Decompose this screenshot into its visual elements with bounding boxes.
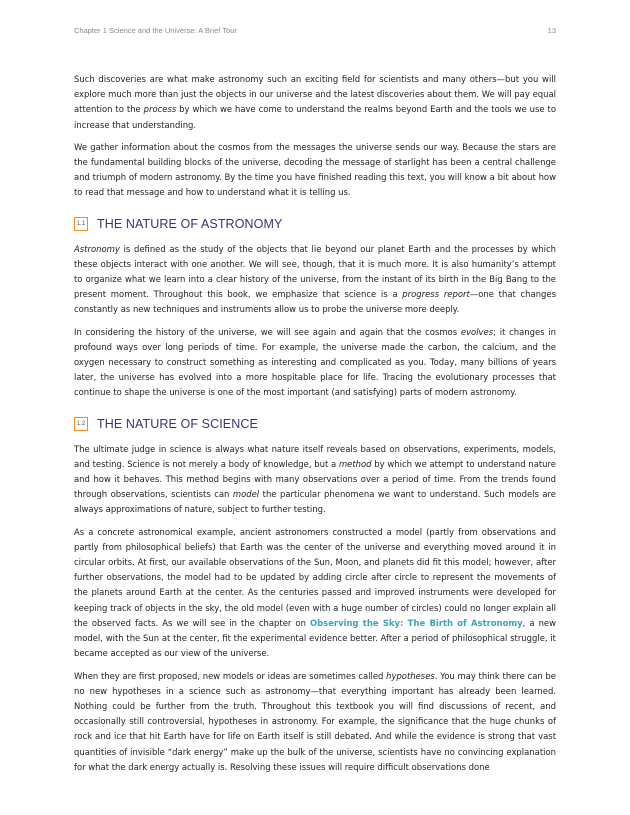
section-title: THE NATURE OF SCIENCE — [97, 416, 258, 431]
emphasis-evolves: evolves — [460, 326, 494, 337]
text-run: by which we have come to understand the realms beyond Earth and the tools we use to increase that understanding. — [74, 104, 556, 130]
chapter-title: Chapter 1 Science and the Universe: A Brief Tour — [74, 26, 237, 35]
section-number-badge: 1.2 — [74, 417, 88, 431]
astronomy-paragraph-1 — [74, 242, 556, 318]
science-paragraph-3 — [74, 669, 556, 775]
text-run: When they are first proposed, new models or ideas are sometimes called — [74, 670, 387, 681]
section-title: THE NATURE OF ASTRONOMY — [97, 216, 283, 231]
emphasis-hypotheses: hypotheses — [386, 670, 435, 681]
text-run: In considering the history of the universe, we will see again and again that the cosmos — [74, 326, 461, 337]
emphasis-method: method — [338, 458, 372, 469]
text-run: , a new model, with the Sun at the center, fit the experimental evidence better. After a period of philosophical struggle, it became accepted as our view of the universe. — [74, 617, 557, 659]
emphasis-progress-report: progress report — [402, 289, 470, 300]
emphasis-process: process — [143, 104, 177, 115]
section-heading-1-2 — [74, 415, 556, 433]
section-number-badge: 1.1 — [74, 217, 88, 231]
text-run: is defined as the study of the objects that lie beyond our planet Earth and the processes by which these objects interact with one another. We will see, though, that it is much more. It is also humanity’s attempt to organize what we learn into a clear history of the universe, from the instant of its birth in the Big Bang to the present moment. Throughout this book, we emphasize that science is a — [74, 243, 556, 300]
emphasis-astronomy: Astronomy — [74, 243, 120, 254]
chapter-link-observing-the-sky[interactable]: Observing the Sky: The Birth of Astronomy — [309, 617, 523, 628]
running-header — [74, 26, 556, 35]
text-run: ; it changes in profound ways over long periods of time. For example, the universe made the carbon, the calcium, and the oxygen necessary to construct something as interesting and complicated as you. Today, many billions of years later, the universe has evolved into a more hospitable place for life. Tracing the evolutionary processes that continue to shape the universe is one of the most important (and satisfying) parts of modern astronomy. — [74, 326, 556, 398]
text-run: —one that changes constantly as new techniques and instruments allow us to probe the universe more deeply. — [74, 289, 556, 315]
text-run: . You may think there can be no new hypotheses in a science such as astronomy—that everything important has already been learned. Nothing could be further from the truth. Throughout this textbook you will find discussions of recent, and occasionally still controversial, hypotheses in astronomy. For example, the significance that the huge chunks of rock and ice that hit Earth have for life on Earth itself is still debated. And while the evidence is strong that vast quantities of invisible “dark energy” make up the bulk of the universe, scientists have no convincing explanation for what the dark energy actually is. Resolving these issues will require difficult observations done — [74, 670, 556, 772]
text-run: As a concrete astronomical example, ancient astronomers constructed a model (partly from observations and partly from philosophical beliefs) that Earth was the center of the universe and everything moved around it in circular orbits. At first, our available observations of the Sun, Moon, and planets did fit this model; however, after further observations, the model had to be updated by adding circle after circle to represent the movements of the planets around Earth at the center. As the centuries passed and improved instruments were developed for keeping track of objects in the sky, the old model (even with a huge number of circles) could no longer explain all the observed facts. As we will see in the chapter on — [74, 526, 556, 628]
text-run: Such discoveries are what make astronomy such an exciting field for scientists and many others—but you will explore much more than just the objects in our universe and the latest discoveries about them. We will pay equal attention to the — [74, 74, 556, 115]
emphasis-model: model — [232, 489, 260, 500]
section-heading-1-1 — [74, 215, 556, 233]
text-run: The ultimate judge in science is always what nature itself reveals based on observations, experiments, models, and testing. Science is not merely a body of knowledge, but a — [74, 443, 556, 469]
intro-paragraph-1 — [74, 72, 556, 133]
page-number: 13 — [547, 26, 556, 35]
text-run: the particular phenomena we want to understand. Such models are always approximations of nature, subject to further testing. — [74, 489, 556, 515]
page-content — [74, 72, 556, 782]
intro-paragraph-2: We gather information about the cosmos from the messages the universe sends our way. Because the stars are the fundamental building blocks of the universe, decoding the message of starlight has been a central challenge and triumph of modern astronomy. By the time you have finished reading this text, you will know a bit about how to read that message and how to understand what it is telling us. — [74, 141, 556, 198]
astronomy-paragraph-2 — [74, 325, 556, 401]
text-run: by which we attempt to understand nature and how it behaves. This method begins with many observations over a period of time. From the trends found through observations, scientists can — [74, 458, 556, 500]
science-paragraph-2 — [74, 525, 556, 662]
science-paragraph-1 — [74, 442, 556, 518]
